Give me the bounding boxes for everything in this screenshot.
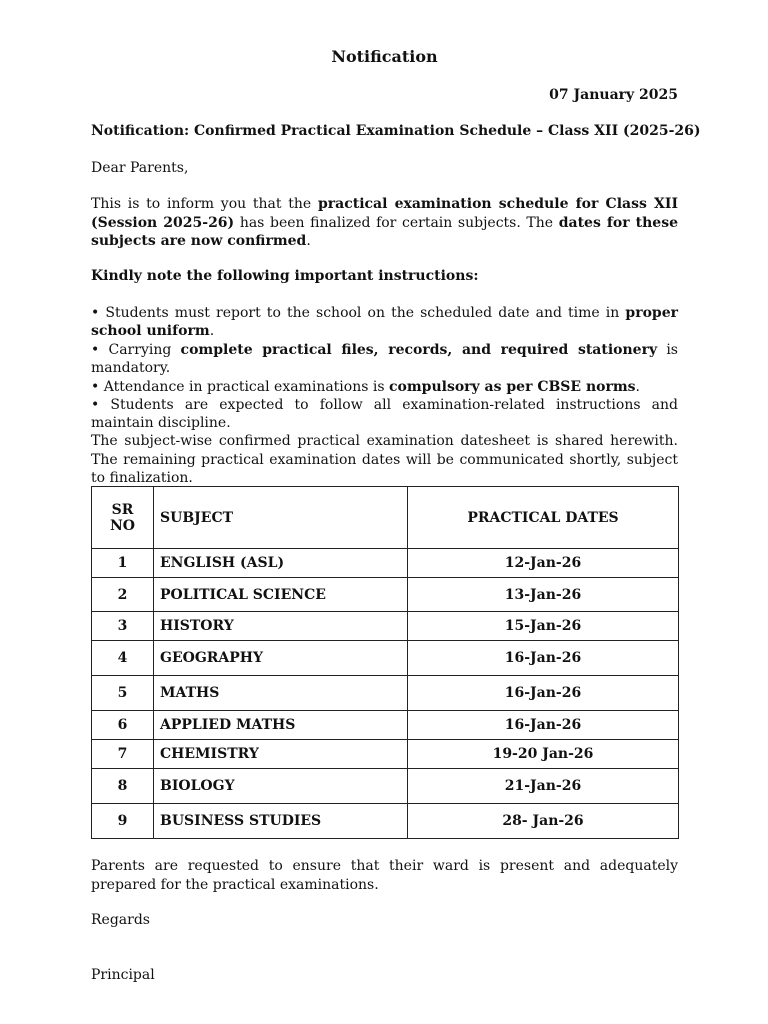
cell-sr-no: 8 — [92, 769, 154, 804]
cell-date: 12-Jan-26 — [408, 549, 679, 578]
salutation: Dear Parents, — [91, 160, 189, 176]
cell-sr-no: 6 — [92, 711, 154, 740]
datesheet-note: The subject-wise confirmed practical examination datesheet is shared herewith. The remaining practical examination dates will be communicated shortly, subject to finalization. — [91, 433, 678, 486]
cell-date: 21-Jan-26 — [408, 769, 679, 804]
intro-paragraph — [91, 195, 678, 251]
instruction-text-end: . — [635, 378, 640, 395]
instruction-item — [91, 304, 678, 341]
instruction-text: • Students must report to the school on the scheduled date and time in — [91, 305, 626, 321]
cell-subject: CHEMISTRY — [154, 740, 408, 769]
table-row — [92, 578, 679, 612]
table-row — [92, 740, 679, 769]
instruction-item — [91, 378, 678, 396]
practical-schedule-table — [91, 486, 679, 839]
cell-sr-no: 3 — [92, 612, 154, 641]
cell-sr-no: 5 — [92, 676, 154, 711]
instruction-text-end: is mandatory. — [91, 341, 678, 377]
cell-date: 16-Jan-26 — [408, 641, 679, 676]
instruction-bold: complete practical files, records, and required stationery — [180, 341, 658, 358]
cell-sr-no: 1 — [92, 549, 154, 578]
intro-text-2: has been finalized for certain subjects. The — [234, 214, 559, 231]
table-header-row — [92, 487, 679, 549]
cell-date: 16-Jan-26 — [408, 676, 679, 711]
intro-text-1: This is to inform you that the — [91, 196, 318, 212]
subject-line: Notification: Confirmed Practical Examination Schedule – Class XII (2025-26) — [91, 123, 701, 139]
cell-subject: POLITICAL SCIENCE — [154, 578, 408, 612]
cell-sr-no: 9 — [92, 804, 154, 839]
cell-date: 19-20 Jan-26 — [408, 740, 679, 769]
table-row — [92, 641, 679, 676]
cell-date: 16-Jan-26 — [408, 711, 679, 740]
cell-sr-no: 4 — [92, 641, 154, 676]
instruction-text: • Carrying — [91, 341, 181, 358]
notice-date: 07 January 2025 — [549, 87, 678, 103]
cell-date: 28- Jan-26 — [408, 804, 679, 839]
table-row — [92, 711, 679, 740]
instruction-item — [91, 341, 678, 378]
cell-subject: GEOGRAPHY — [154, 641, 408, 676]
instruction-bold: proper school uniform — [91, 305, 678, 340]
cell-sr-no: 2 — [92, 578, 154, 612]
table-row — [92, 612, 679, 641]
instructions-heading: Kindly note the following important instructions: — [91, 268, 479, 284]
table-row — [92, 769, 679, 804]
intro-bold-1: practical examination schedule for Class XII (Session 2025-26) — [91, 196, 678, 231]
closing-paragraph: Parents are requested to ensure that their ward is present and adequately prepared for the practical examinations. — [91, 858, 678, 893]
header-sr-no: SR NO — [92, 487, 154, 549]
header-practical-dates: PRACTICAL DATES — [408, 487, 679, 549]
cell-subject: MATHS — [154, 676, 408, 711]
cell-sr-no: 7 — [92, 740, 154, 769]
cell-subject: BUSINESS STUDIES — [154, 804, 408, 839]
instruction-item — [91, 396, 678, 433]
table-row — [92, 676, 679, 711]
instruction-text: • Attendance in practical examinations is — [91, 378, 389, 395]
header-subject: SUBJECT — [154, 487, 408, 549]
instruction-bold: compulsory as per CBSE norms — [388, 378, 636, 395]
cell-subject: BIOLOGY — [154, 769, 408, 804]
instructions-list — [91, 304, 678, 433]
cell-subject: ENGLISH (ASL) — [154, 549, 408, 578]
intro-bold-2: dates for these subjects are now confirmed — [91, 214, 678, 249]
cell-date: 13-Jan-26 — [408, 578, 679, 612]
table-row — [92, 549, 679, 578]
document-title: Notification — [331, 47, 438, 66]
instruction-text: • Students are expected to follow all examination-related instructions and maintain discipline. — [91, 397, 678, 432]
intro-text-3: . — [306, 233, 311, 249]
cell-subject: APPLIED MATHS — [154, 711, 408, 740]
cell-date: 15-Jan-26 — [408, 612, 679, 641]
cell-subject: HISTORY — [154, 612, 408, 641]
signatory: Principal — [91, 967, 155, 983]
instruction-text-end: . — [209, 323, 215, 340]
regards-line: Regards — [91, 912, 150, 928]
table-row — [92, 804, 679, 839]
